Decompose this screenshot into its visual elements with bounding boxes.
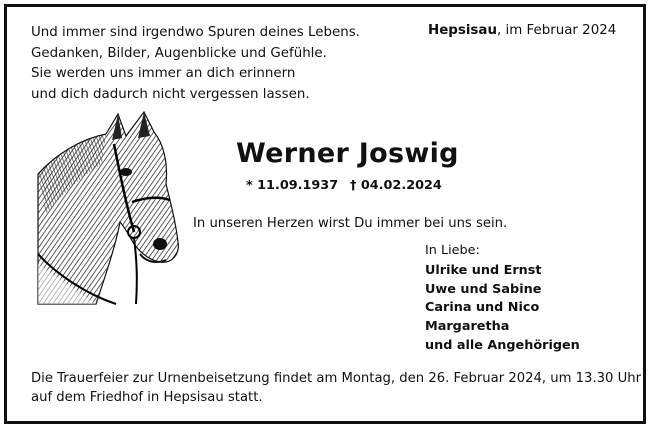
motto: In unseren Herzen wirst Du immer bei uns sein. xyxy=(193,216,508,231)
mourner-name: Margaretha xyxy=(425,319,510,335)
date-text: , im Februar 2024 xyxy=(496,23,617,38)
death-date: † 04.02.2024 xyxy=(350,178,442,193)
funeral-notice xyxy=(31,369,641,407)
mourners-list xyxy=(425,262,580,356)
deceased-name: Werner Joswig xyxy=(236,138,459,169)
mourner-name: Carina und Nico xyxy=(425,300,540,316)
place-name: Hepsisau xyxy=(428,23,497,38)
birth-date: * 11.09.1937 xyxy=(246,178,339,193)
funeral-line: auf dem Friedhof in Hepsisau statt. xyxy=(31,390,263,405)
funeral-line: Die Trauerfeier zur Urnenbeisetzung findet am Montag, den 26. Februar 2024, um 13.30 Uhr xyxy=(31,371,642,386)
place-and-date xyxy=(428,23,616,38)
poem-line: und dich dadurch nicht vergessen lassen. xyxy=(31,86,310,102)
poem-line: Sie werden uns immer an dich erinnern xyxy=(31,66,296,81)
poem-line: Gedanken, Bilder, Augenblicke und Gefühle. xyxy=(31,45,327,61)
poem xyxy=(31,23,371,105)
mourner-name: Ulrike und Ernst xyxy=(425,263,542,278)
poem-line: Und immer sind irgendwo Spuren deines Lebens. xyxy=(31,25,360,40)
mourner-name: und alle Angehörigen xyxy=(425,337,580,353)
horse-head-icon xyxy=(36,104,186,329)
mourner-name: Uwe und Sabine xyxy=(425,281,542,297)
mourners-intro: In Liebe: xyxy=(425,243,480,258)
